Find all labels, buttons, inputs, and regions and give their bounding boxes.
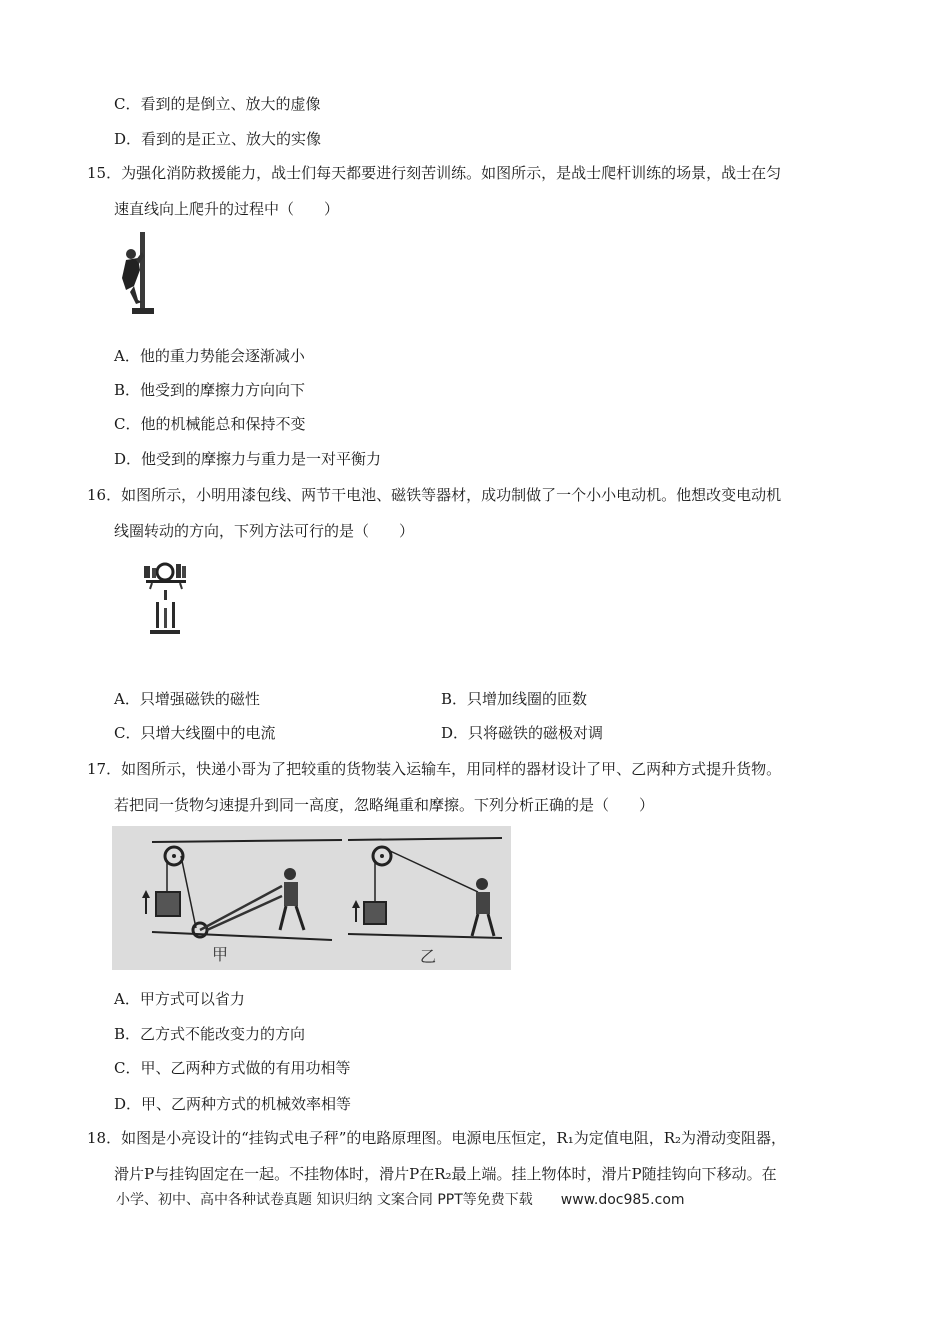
q16-option-d: D．只将磁铁的磁极对调 (441, 724, 604, 742)
q17-stem-line1: 17．如图所示，快递小哥为了把较重的货物装入运输车，用同样的器材设计了甲、乙两种方式提升货物。 (87, 760, 782, 778)
q15-option-b: B．他受到的摩擦力方向向下 (114, 381, 306, 399)
footer-site-link[interactable]: www.doc985.com (560, 1192, 685, 1208)
q17-option-b: B．乙方式不能改变力的方向 (114, 1025, 306, 1043)
q14-option-c: C．看到的是倒立、放大的虚像 (114, 95, 321, 113)
q16-option-c: C．只增大线圈中的电流 (114, 724, 276, 742)
pulley-diagram (112, 826, 511, 970)
footer-text: 小学、初中、高中各种试卷真题 知识归纳 文案合同 PPT等免费下载 (116, 1192, 533, 1208)
page-footer (116, 1190, 685, 1210)
q16-stem-line2: 线圈转动的方向，下列方法可行的是（ ） (114, 522, 415, 540)
q16-option-b: B．只增加线圈的匝数 (441, 690, 588, 708)
q15-option-a: A．他的重力势能会逐渐减小 (114, 347, 305, 365)
q16-option-a: A．只增强磁铁的磁性 (114, 690, 260, 708)
q15-stem-line1: 15．为强化消防救援能力，战士们每天都要进行刻苦训练。如图所示，是战士爬杆训练的场景，战士在匀 (87, 164, 782, 182)
q15-option-d: D．他受到的摩擦力与重力是一对平衡力 (114, 450, 382, 468)
q15-option-c: C．他的机械能总和保持不变 (114, 415, 306, 433)
q15-stem-line2: 速直线向上爬升的过程中（ ） (114, 200, 340, 218)
q17-stem-line2: 若把同一货物匀速提升到同一高度，忽略绳重和摩擦。下列分析正确的是（ ） (114, 796, 655, 814)
figure-label-jia: 甲 (212, 945, 229, 964)
pulley-figure (112, 826, 511, 970)
q16-stem-line1: 16．如图所示，小明用漆包线、两节干电池、磁铁等器材，成功制做了一个小小电动机。他想改变电动机 (87, 486, 782, 504)
q18-stem-line2: 滑片P与挂钩固定在一起。不挂物体时，滑片P在R₂最上端。挂上物体时，滑片P随挂钩向下移动。在 (114, 1165, 777, 1183)
q17-option-d: D．甲、乙两种方式的机械效率相等 (114, 1095, 352, 1113)
q18-stem-line1: 18．如图是小亮设计的“挂钩式电子秤”的电路原理图。电源电压恒定，R₁为定值电阻，R₂为滑动变阻器， (87, 1129, 787, 1147)
pole-climbing-figure (112, 230, 160, 316)
electric-motor-figure (138, 556, 192, 644)
q17-option-c: C．甲、乙两种方式做的有用功相等 (114, 1059, 351, 1077)
figure-label-yi: 乙 (420, 947, 437, 966)
q14-option-d: D．看到的是正立、放大的实像 (114, 130, 322, 148)
q17-option-a: A．甲方式可以省力 (114, 990, 245, 1008)
